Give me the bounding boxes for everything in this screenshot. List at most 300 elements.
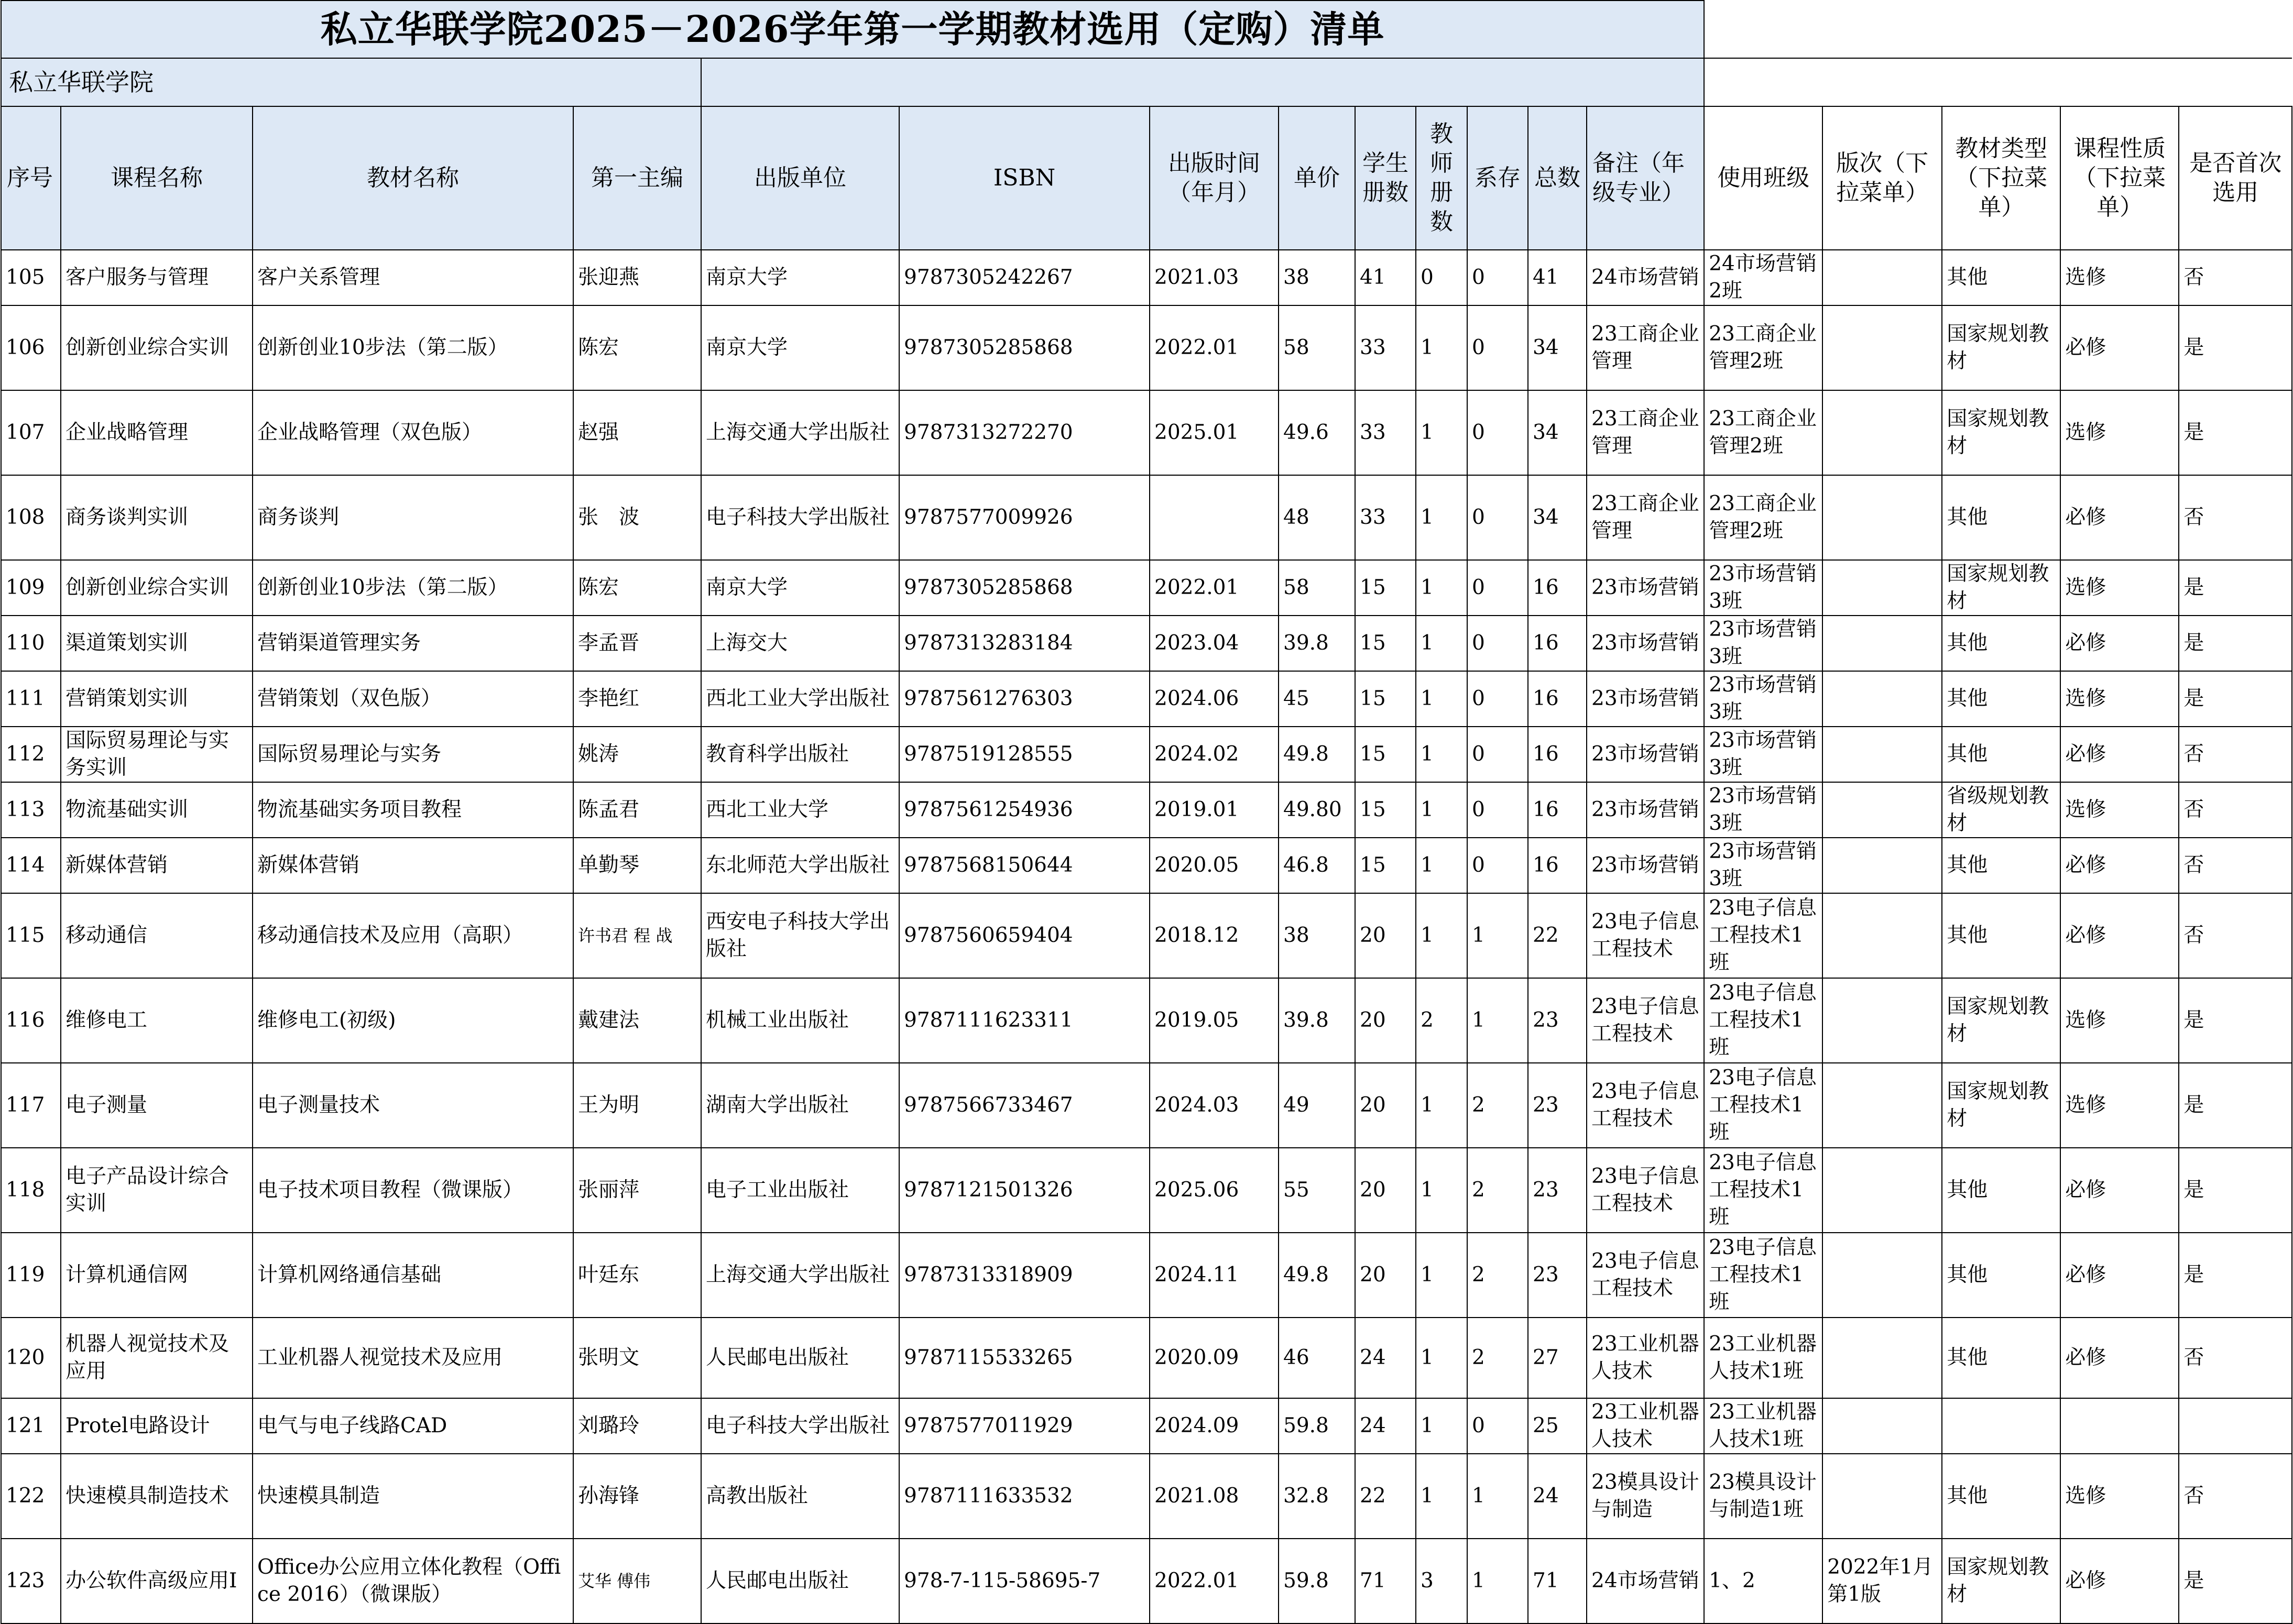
cell-course-name[interactable]: 营销策划实训 (61, 671, 253, 727)
cell-index[interactable]: 121 (1, 1398, 61, 1454)
cell-textbook-type[interactable]: 其他 (1942, 1148, 2060, 1233)
cell-student-copies[interactable]: 41 (1355, 250, 1416, 305)
cell-class[interactable]: 23电子信息工程技术1班 (1704, 1233, 1822, 1318)
cell-chief-editor[interactable]: 戴建法 (573, 978, 701, 1063)
cell-teacher-copies[interactable]: 1 (1416, 838, 1467, 893)
cell-index[interactable]: 109 (1, 560, 61, 616)
cell-dept-stock[interactable]: 0 (1467, 616, 1528, 671)
cell-unit-price[interactable]: 49 (1279, 1063, 1355, 1148)
cell-chief-editor[interactable]: 艾华 傅伟 (573, 1539, 701, 1623)
cell-course-name[interactable]: 机器人视觉技术及应用 (61, 1318, 253, 1398)
cell-course-nature[interactable]: 必修 (2060, 1148, 2179, 1233)
header-total[interactable]: 总数 (1528, 106, 1587, 250)
cell-course-nature[interactable]: 选修 (2060, 1063, 2179, 1148)
cell-publish-date[interactable]: 2021.03 (1150, 250, 1279, 305)
cell-teacher-copies[interactable]: 2 (1416, 978, 1467, 1063)
cell-chief-editor[interactable]: 陈宏 (573, 560, 701, 616)
cell-total[interactable]: 23 (1528, 978, 1587, 1063)
cell-first-selection[interactable]: 是 (2179, 390, 2292, 475)
cell-publisher[interactable]: 上海交通大学出版社 (701, 390, 899, 475)
cell-edition[interactable] (1822, 1148, 1942, 1233)
cell-unit-price[interactable]: 45 (1279, 671, 1355, 727)
cell-remarks[interactable]: 23电子信息工程技术 (1587, 893, 1704, 978)
cell-first-selection[interactable]: 是 (2179, 978, 2292, 1063)
cell-publisher[interactable]: 机械工业出版社 (701, 978, 899, 1063)
cell-publish-date[interactable]: 2022.01 (1150, 305, 1279, 390)
cell-class[interactable]: 23市场营销3班 (1704, 616, 1822, 671)
cell-total[interactable]: 27 (1528, 1318, 1587, 1398)
cell-textbook-type[interactable]: 其他 (1942, 838, 2060, 893)
cell-index[interactable]: 116 (1, 978, 61, 1063)
cell-textbook-name[interactable]: 商务谈判 (253, 475, 573, 560)
cell-publisher[interactable]: 东北师范大学出版社 (701, 838, 899, 893)
header-textbook-name[interactable]: 教材名称 (253, 106, 573, 250)
cell-textbook-type[interactable]: 其他 (1942, 250, 2060, 305)
cell-teacher-copies[interactable]: 3 (1416, 1539, 1467, 1623)
cell-course-name[interactable]: 新媒体营销 (61, 838, 253, 893)
cell-student-copies[interactable]: 33 (1355, 305, 1416, 390)
cell-student-copies[interactable]: 15 (1355, 782, 1416, 838)
cell-remarks[interactable]: 23市场营销 (1587, 671, 1704, 727)
cell-course-nature[interactable]: 选修 (2060, 782, 2179, 838)
cell-publisher[interactable]: 西安电子科技大学出版社 (701, 893, 899, 978)
cell-textbook-type[interactable]: 其他 (1942, 1318, 2060, 1398)
cell-unit-price[interactable]: 49.8 (1279, 727, 1355, 782)
cell-dept-stock[interactable]: 0 (1467, 390, 1528, 475)
cell-publisher[interactable]: 湖南大学出版社 (701, 1063, 899, 1148)
cell-publisher[interactable]: 西北工业大学出版社 (701, 671, 899, 727)
cell-publish-date[interactable]: 2025.01 (1150, 390, 1279, 475)
cell-textbook-type[interactable] (1942, 1398, 2060, 1454)
cell-teacher-copies[interactable]: 1 (1416, 616, 1467, 671)
cell-textbook-type[interactable]: 其他 (1942, 893, 2060, 978)
cell-remarks[interactable]: 23市场营销 (1587, 838, 1704, 893)
cell-unit-price[interactable]: 39.8 (1279, 616, 1355, 671)
cell-course-nature[interactable] (2060, 1398, 2179, 1454)
cell-course-name[interactable]: Protel电路设计 (61, 1398, 253, 1454)
cell-student-copies[interactable]: 20 (1355, 1148, 1416, 1233)
cell-class[interactable]: 23工商企业管理2班 (1704, 305, 1822, 390)
cell-edition[interactable] (1822, 1233, 1942, 1318)
cell-student-copies[interactable]: 15 (1355, 560, 1416, 616)
cell-total[interactable]: 25 (1528, 1398, 1587, 1454)
cell-first-selection[interactable]: 否 (2179, 727, 2292, 782)
cell-edition[interactable] (1822, 475, 1942, 560)
cell-chief-editor[interactable]: 许书君 程 战 (573, 893, 701, 978)
cell-index[interactable]: 112 (1, 727, 61, 782)
cell-publish-date[interactable]: 2019.01 (1150, 782, 1279, 838)
cell-edition[interactable] (1822, 893, 1942, 978)
cell-student-copies[interactable]: 33 (1355, 475, 1416, 560)
cell-isbn[interactable]: 9787305242267 (899, 250, 1150, 305)
cell-isbn[interactable]: 9787561276303 (899, 671, 1150, 727)
cell-chief-editor[interactable]: 王为明 (573, 1063, 701, 1148)
cell-first-selection[interactable]: 是 (2179, 305, 2292, 390)
cell-unit-price[interactable]: 55 (1279, 1148, 1355, 1233)
cell-teacher-copies[interactable]: 1 (1416, 1063, 1467, 1148)
cell-chief-editor[interactable]: 张 波 (573, 475, 701, 560)
cell-total[interactable]: 16 (1528, 671, 1587, 727)
cell-class[interactable]: 23工业机器人技术1班 (1704, 1318, 1822, 1398)
cell-edition[interactable] (1822, 1063, 1942, 1148)
cell-chief-editor[interactable]: 陈孟君 (573, 782, 701, 838)
cell-index[interactable]: 110 (1, 616, 61, 671)
cell-total[interactable]: 16 (1528, 560, 1587, 616)
cell-unit-price[interactable]: 49.80 (1279, 782, 1355, 838)
cell-publish-date[interactable]: 2025.06 (1150, 1148, 1279, 1233)
cell-remarks[interactable]: 23工商企业管理 (1587, 305, 1704, 390)
cell-publisher[interactable]: 电子科技大学出版社 (701, 1398, 899, 1454)
cell-first-selection[interactable]: 是 (2179, 560, 2292, 616)
cell-edition[interactable] (1822, 838, 1942, 893)
cell-index[interactable]: 113 (1, 782, 61, 838)
cell-publisher[interactable]: 西北工业大学 (701, 782, 899, 838)
cell-course-name[interactable]: 计算机通信网 (61, 1233, 253, 1318)
cell-edition[interactable] (1822, 305, 1942, 390)
cell-index[interactable]: 118 (1, 1148, 61, 1233)
cell-dept-stock[interactable]: 0 (1467, 250, 1528, 305)
cell-total[interactable]: 23 (1528, 1233, 1587, 1318)
header-course-nature[interactable]: 课程性质（下拉菜单） (2060, 106, 2179, 250)
cell-remarks[interactable]: 23电子信息工程技术 (1587, 1063, 1704, 1148)
cell-publish-date[interactable] (1150, 475, 1279, 560)
cell-textbook-type[interactable]: 其他 (1942, 1233, 2060, 1318)
cell-publisher[interactable]: 南京大学 (701, 560, 899, 616)
header-unit-price[interactable]: 单价 (1279, 106, 1355, 250)
cell-first-selection[interactable]: 否 (2179, 838, 2292, 893)
cell-course-nature[interactable]: 必修 (2060, 1318, 2179, 1398)
header-class[interactable]: 使用班级 (1704, 106, 1822, 250)
cell-class[interactable]: 23电子信息工程技术1班 (1704, 978, 1822, 1063)
cell-index[interactable]: 108 (1, 475, 61, 560)
cell-dept-stock[interactable]: 2 (1467, 1318, 1528, 1398)
cell-remarks[interactable]: 23工商企业管理 (1587, 390, 1704, 475)
cell-remarks[interactable]: 24市场营销 (1587, 1539, 1704, 1623)
cell-dept-stock[interactable]: 2 (1467, 1233, 1528, 1318)
cell-isbn[interactable]: 9787519128555 (899, 727, 1150, 782)
cell-dept-stock[interactable]: 1 (1467, 978, 1528, 1063)
cell-course-nature[interactable]: 必修 (2060, 475, 2179, 560)
cell-textbook-name[interactable]: 移动通信技术及应用（高职） (253, 893, 573, 978)
cell-total[interactable]: 71 (1528, 1539, 1587, 1623)
cell-class[interactable]: 23市场营销3班 (1704, 727, 1822, 782)
header-isbn[interactable]: ISBN (899, 106, 1150, 250)
cell-course-name[interactable]: 移动通信 (61, 893, 253, 978)
cell-first-selection[interactable]: 否 (2179, 893, 2292, 978)
header-publish-date[interactable]: 出版时间（年月） (1150, 106, 1279, 250)
cell-chief-editor[interactable]: 姚涛 (573, 727, 701, 782)
cell-index[interactable]: 123 (1, 1539, 61, 1623)
cell-index[interactable]: 114 (1, 838, 61, 893)
cell-course-name[interactable]: 维修电工 (61, 978, 253, 1063)
cell-teacher-copies[interactable]: 1 (1416, 893, 1467, 978)
cell-course-name[interactable]: 商务谈判实训 (61, 475, 253, 560)
cell-course-name[interactable]: 办公软件高级应用I (61, 1539, 253, 1623)
cell-index[interactable]: 119 (1, 1233, 61, 1318)
cell-course-nature[interactable]: 选修 (2060, 1454, 2179, 1539)
cell-first-selection[interactable]: 是 (2179, 616, 2292, 671)
cell-course-nature[interactable]: 选修 (2060, 671, 2179, 727)
cell-unit-price[interactable]: 39.8 (1279, 978, 1355, 1063)
cell-textbook-name[interactable]: 营销策划（双色版） (253, 671, 573, 727)
cell-total[interactable]: 22 (1528, 893, 1587, 978)
header-edition[interactable]: 版次（下拉菜单） (1822, 106, 1942, 250)
cell-student-copies[interactable]: 24 (1355, 1318, 1416, 1398)
cell-class[interactable]: 24市场营销2班 (1704, 250, 1822, 305)
cell-course-name[interactable]: 创新创业综合实训 (61, 305, 253, 390)
cell-isbn[interactable]: 9787305285868 (899, 560, 1150, 616)
cell-isbn[interactable]: 9787577011929 (899, 1398, 1150, 1454)
cell-textbook-type[interactable]: 其他 (1942, 1454, 2060, 1539)
title-right-blank[interactable] (1704, 1, 2292, 58)
cell-publisher[interactable]: 电子科技大学出版社 (701, 475, 899, 560)
cell-publish-date[interactable]: 2018.12 (1150, 893, 1279, 978)
cell-course-name[interactable]: 快速模具制造技术 (61, 1454, 253, 1539)
cell-textbook-name[interactable]: 创新创业10步法（第二版） (253, 560, 573, 616)
cell-course-name[interactable]: 创新创业综合实训 (61, 560, 253, 616)
cell-chief-editor[interactable]: 单勤琴 (573, 838, 701, 893)
cell-publisher[interactable]: 电子工业出版社 (701, 1148, 899, 1233)
cell-textbook-type[interactable]: 省级规划教材 (1942, 782, 2060, 838)
cell-edition[interactable] (1822, 978, 1942, 1063)
cell-dept-stock[interactable]: 2 (1467, 1063, 1528, 1148)
cell-class[interactable]: 23模具设计与制造1班 (1704, 1454, 1822, 1539)
cell-publish-date[interactable]: 2024.03 (1150, 1063, 1279, 1148)
cell-remarks[interactable]: 23模具设计与制造 (1587, 1454, 1704, 1539)
cell-textbook-name[interactable]: 新媒体营销 (253, 838, 573, 893)
cell-course-nature[interactable]: 选修 (2060, 978, 2179, 1063)
cell-dept-stock[interactable]: 1 (1467, 1454, 1528, 1539)
cell-index[interactable]: 111 (1, 671, 61, 727)
cell-textbook-type[interactable]: 国家规划教材 (1942, 390, 2060, 475)
cell-publish-date[interactable]: 2021.08 (1150, 1454, 1279, 1539)
cell-remarks[interactable]: 23市场营销 (1587, 727, 1704, 782)
cell-first-selection[interactable]: 是 (2179, 671, 2292, 727)
cell-first-selection[interactable] (2179, 1398, 2292, 1454)
cell-dept-stock[interactable]: 0 (1467, 727, 1528, 782)
cell-teacher-copies[interactable]: 1 (1416, 305, 1467, 390)
cell-course-name[interactable]: 电子产品设计综合实训 (61, 1148, 253, 1233)
cell-remarks[interactable]: 23工商企业管理 (1587, 475, 1704, 560)
cell-first-selection[interactable]: 是 (2179, 1063, 2292, 1148)
cell-isbn[interactable]: 9787305285868 (899, 305, 1150, 390)
cell-publish-date[interactable]: 2023.04 (1150, 616, 1279, 671)
cell-dept-stock[interactable]: 2 (1467, 1148, 1528, 1233)
cell-course-nature[interactable]: 必修 (2060, 1539, 2179, 1623)
header-dept-stock[interactable]: 系存 (1467, 106, 1528, 250)
cell-course-nature[interactable]: 必修 (2060, 727, 2179, 782)
cell-isbn[interactable]: 9787313318909 (899, 1233, 1150, 1318)
cell-course-nature[interactable]: 必修 (2060, 616, 2179, 671)
cell-textbook-name[interactable]: 快速模具制造 (253, 1454, 573, 1539)
cell-chief-editor[interactable]: 叶廷东 (573, 1233, 701, 1318)
cell-textbook-type[interactable]: 其他 (1942, 475, 2060, 560)
cell-dept-stock[interactable]: 0 (1467, 475, 1528, 560)
cell-textbook-type[interactable]: 其他 (1942, 727, 2060, 782)
cell-edition[interactable] (1822, 250, 1942, 305)
header-teacher-copies[interactable]: 教师册数 (1416, 106, 1467, 250)
cell-teacher-copies[interactable]: 1 (1416, 782, 1467, 838)
cell-textbook-type[interactable]: 国家规划教材 (1942, 560, 2060, 616)
cell-unit-price[interactable]: 38 (1279, 250, 1355, 305)
cell-teacher-copies[interactable]: 1 (1416, 1454, 1467, 1539)
cell-remarks[interactable]: 23电子信息工程技术 (1587, 1233, 1704, 1318)
cell-student-copies[interactable]: 15 (1355, 727, 1416, 782)
cell-chief-editor[interactable]: 李孟晋 (573, 616, 701, 671)
cell-isbn[interactable]: 978-7-115-58695-7 (899, 1539, 1150, 1623)
cell-total[interactable]: 16 (1528, 838, 1587, 893)
cell-total[interactable]: 34 (1528, 390, 1587, 475)
cell-first-selection[interactable]: 是 (2179, 1539, 2292, 1623)
cell-publisher[interactable]: 人民邮电出版社 (701, 1539, 899, 1623)
cell-index[interactable]: 117 (1, 1063, 61, 1148)
cell-isbn[interactable]: 9787115533265 (899, 1318, 1150, 1398)
cell-class[interactable]: 23市场营销3班 (1704, 560, 1822, 616)
cell-teacher-copies[interactable]: 1 (1416, 1318, 1467, 1398)
cell-isbn[interactable]: 9787577009926 (899, 475, 1150, 560)
cell-textbook-name[interactable]: 工业机器人视觉技术及应用 (253, 1318, 573, 1398)
cell-class[interactable]: 23市场营销3班 (1704, 782, 1822, 838)
cell-total[interactable]: 23 (1528, 1148, 1587, 1233)
cell-total[interactable]: 16 (1528, 727, 1587, 782)
cell-course-name[interactable]: 客户服务与管理 (61, 250, 253, 305)
cell-remarks[interactable]: 23市场营销 (1587, 782, 1704, 838)
cell-publish-date[interactable]: 2024.09 (1150, 1398, 1279, 1454)
cell-edition[interactable] (1822, 782, 1942, 838)
cell-teacher-copies[interactable]: 1 (1416, 390, 1467, 475)
cell-index[interactable]: 120 (1, 1318, 61, 1398)
cell-publish-date[interactable]: 2019.05 (1150, 978, 1279, 1063)
cell-publish-date[interactable]: 2022.01 (1150, 1539, 1279, 1623)
cell-index[interactable]: 107 (1, 390, 61, 475)
cell-remarks[interactable]: 23工业机器人技术 (1587, 1318, 1704, 1398)
cell-edition[interactable]: 2022年1月第1版 (1822, 1539, 1942, 1623)
cell-total[interactable]: 16 (1528, 616, 1587, 671)
header-course-name[interactable]: 课程名称 (61, 106, 253, 250)
cell-textbook-name[interactable]: 电子技术项目教程（微课版） (253, 1148, 573, 1233)
cell-total[interactable]: 41 (1528, 250, 1587, 305)
cell-index[interactable]: 105 (1, 250, 61, 305)
cell-course-name[interactable]: 物流基础实训 (61, 782, 253, 838)
cell-publisher[interactable]: 上海交通大学出版社 (701, 1233, 899, 1318)
cell-isbn[interactable]: 9787111633532 (899, 1454, 1150, 1539)
cell-remarks[interactable]: 23电子信息工程技术 (1587, 1148, 1704, 1233)
cell-total[interactable]: 34 (1528, 475, 1587, 560)
cell-teacher-copies[interactable]: 1 (1416, 1148, 1467, 1233)
header-student-copies[interactable]: 学生册数 (1355, 106, 1416, 250)
cell-dept-stock[interactable]: 0 (1467, 560, 1528, 616)
cell-unit-price[interactable]: 46 (1279, 1318, 1355, 1398)
cell-dept-stock[interactable]: 0 (1467, 782, 1528, 838)
header-remarks[interactable]: 备注（年级专业） (1587, 106, 1704, 250)
cell-dept-stock[interactable]: 0 (1467, 1398, 1528, 1454)
cell-first-selection[interactable]: 否 (2179, 1454, 2292, 1539)
cell-course-name[interactable]: 企业战略管理 (61, 390, 253, 475)
cell-course-nature[interactable]: 选修 (2060, 560, 2179, 616)
cell-teacher-copies[interactable]: 1 (1416, 475, 1467, 560)
cell-total[interactable]: 23 (1528, 1063, 1587, 1148)
header-index[interactable]: 序号 (1, 106, 61, 250)
cell-teacher-copies[interactable]: 1 (1416, 1398, 1467, 1454)
cell-textbook-name[interactable]: 企业战略管理（双色版） (253, 390, 573, 475)
cell-index[interactable]: 122 (1, 1454, 61, 1539)
cell-textbook-name[interactable]: 计算机网络通信基础 (253, 1233, 573, 1318)
cell-class[interactable]: 23工商企业管理2班 (1704, 390, 1822, 475)
cell-student-copies[interactable]: 20 (1355, 978, 1416, 1063)
cell-publish-date[interactable]: 2024.11 (1150, 1233, 1279, 1318)
cell-unit-price[interactable]: 58 (1279, 560, 1355, 616)
page-title[interactable]: 私立华联学院2025－2026学年第一学期教材选用（定购）清单 (1, 1, 1704, 58)
cell-class[interactable]: 1、2 (1704, 1539, 1822, 1623)
cell-student-copies[interactable]: 24 (1355, 1398, 1416, 1454)
cell-unit-price[interactable]: 49.6 (1279, 390, 1355, 475)
cell-student-copies[interactable]: 20 (1355, 893, 1416, 978)
cell-dept-stock[interactable]: 1 (1467, 1539, 1528, 1623)
cell-textbook-name[interactable]: 客户关系管理 (253, 250, 573, 305)
cell-student-copies[interactable]: 15 (1355, 671, 1416, 727)
cell-isbn[interactable]: 9787111623311 (899, 978, 1150, 1063)
cell-isbn[interactable]: 9787566733467 (899, 1063, 1150, 1148)
cell-edition[interactable] (1822, 560, 1942, 616)
cell-student-copies[interactable]: 22 (1355, 1454, 1416, 1539)
cell-publish-date[interactable]: 2024.02 (1150, 727, 1279, 782)
cell-publisher[interactable]: 南京大学 (701, 250, 899, 305)
cell-remarks[interactable]: 23电子信息工程技术 (1587, 978, 1704, 1063)
cell-publisher[interactable]: 南京大学 (701, 305, 899, 390)
cell-dept-stock[interactable]: 0 (1467, 671, 1528, 727)
cell-unit-price[interactable]: 38 (1279, 893, 1355, 978)
cell-course-name[interactable]: 国际贸易理论与实务实训 (61, 727, 253, 782)
cell-course-nature[interactable]: 选修 (2060, 390, 2179, 475)
cell-edition[interactable] (1822, 390, 1942, 475)
cell-class[interactable]: 23电子信息工程技术1班 (1704, 893, 1822, 978)
cell-student-copies[interactable]: 20 (1355, 1063, 1416, 1148)
cell-first-selection[interactable]: 否 (2179, 1318, 2292, 1398)
cell-first-selection[interactable]: 否 (2179, 475, 2292, 560)
cell-chief-editor[interactable]: 赵强 (573, 390, 701, 475)
cell-course-nature[interactable]: 选修 (2060, 250, 2179, 305)
cell-course-nature[interactable]: 必修 (2060, 1233, 2179, 1318)
cell-index[interactable]: 106 (1, 305, 61, 390)
cell-edition[interactable] (1822, 1318, 1942, 1398)
cell-edition[interactable] (1822, 616, 1942, 671)
cell-textbook-type[interactable]: 国家规划教材 (1942, 305, 2060, 390)
cell-index[interactable]: 115 (1, 893, 61, 978)
cell-chief-editor[interactable]: 刘璐玲 (573, 1398, 701, 1454)
cell-textbook-type[interactable]: 国家规划教材 (1942, 1063, 2060, 1148)
cell-chief-editor[interactable]: 李艳红 (573, 671, 701, 727)
school-row-fill[interactable] (701, 58, 1704, 106)
cell-isbn[interactable]: 9787560659404 (899, 893, 1150, 978)
cell-isbn[interactable]: 9787313272270 (899, 390, 1150, 475)
cell-edition[interactable] (1822, 1398, 1942, 1454)
cell-unit-price[interactable]: 59.8 (1279, 1539, 1355, 1623)
cell-textbook-name[interactable]: 维修电工(初级) (253, 978, 573, 1063)
cell-unit-price[interactable]: 49.8 (1279, 1233, 1355, 1318)
cell-edition[interactable] (1822, 1454, 1942, 1539)
cell-first-selection[interactable]: 否 (2179, 782, 2292, 838)
cell-student-copies[interactable]: 15 (1355, 616, 1416, 671)
school-row-right-blank[interactable] (1704, 58, 2292, 106)
cell-unit-price[interactable]: 32.8 (1279, 1454, 1355, 1539)
cell-textbook-name[interactable]: 创新创业10步法（第二版） (253, 305, 573, 390)
cell-course-nature[interactable]: 必修 (2060, 838, 2179, 893)
cell-chief-editor[interactable]: 张丽萍 (573, 1148, 701, 1233)
cell-teacher-copies[interactable]: 1 (1416, 1233, 1467, 1318)
cell-textbook-type[interactable]: 国家规划教材 (1942, 978, 2060, 1063)
cell-student-copies[interactable]: 71 (1355, 1539, 1416, 1623)
cell-class[interactable]: 23工商企业管理2班 (1704, 475, 1822, 560)
